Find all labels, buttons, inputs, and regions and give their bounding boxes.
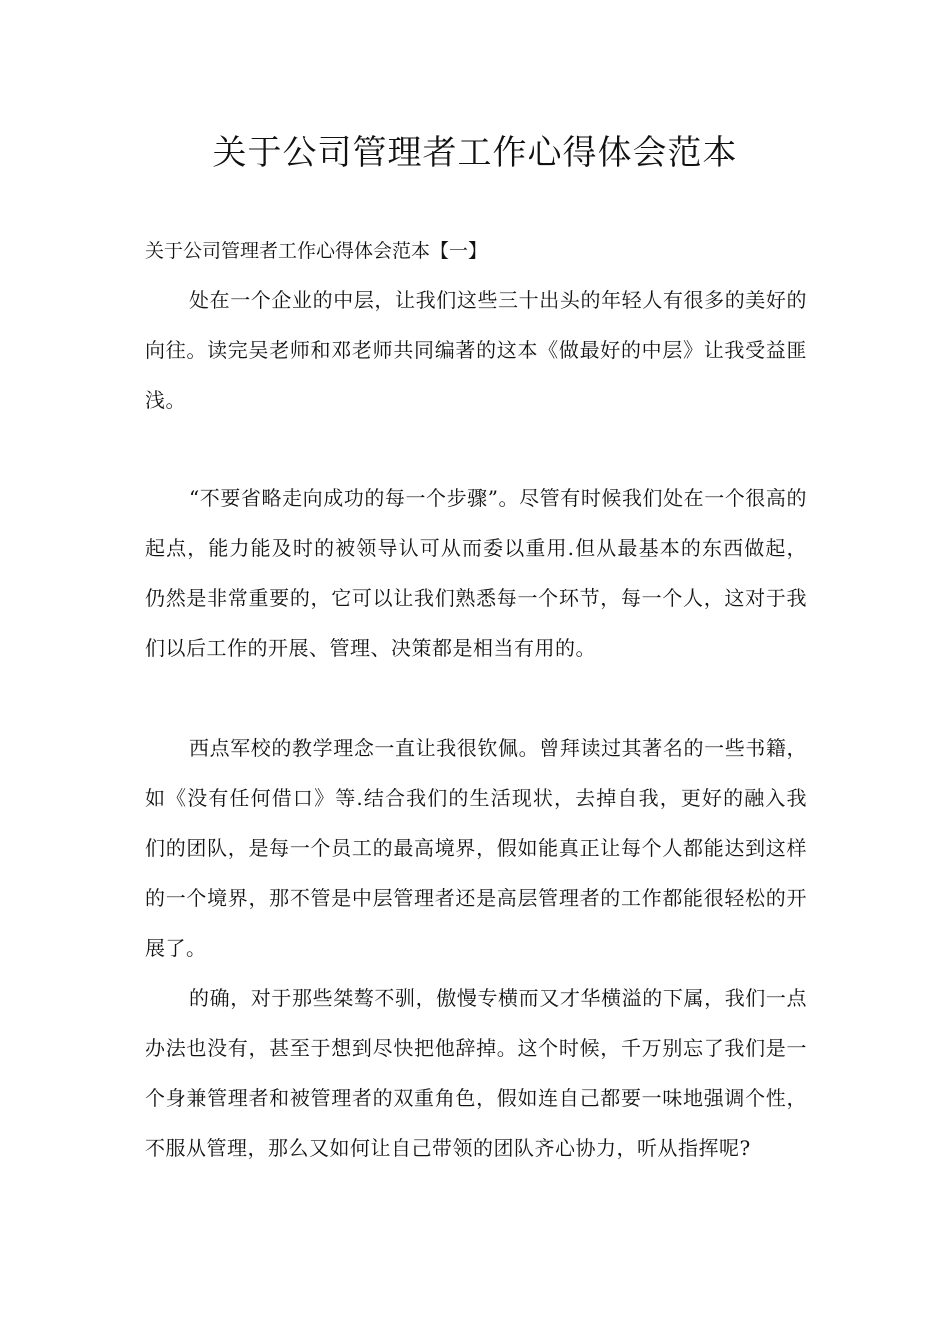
paragraph-4: 的确，对于那些桀骜不驯，傲慢专横而又才华横溢的下属，我们一点办法也没有，甚至于想到尽快把他辞掉。这个时候，千万别忘了我们是一个身兼管理者和被管理者的双重角色，假如连自己都要一味地强调个性，不服从管理，那么又如何让自己带领的团队齐心协力，听从指挥呢? bbox=[145, 986, 807, 1160]
paragraph-1: 处在一个企业的中层，让我们这些三十出头的年轻人有很多的美好的向往。读完吴老师和邓老师共同编著的这本《做最好的中层》让我受益匪浅。 bbox=[145, 288, 807, 412]
paragraph-3: 西点军校的教学理念一直让我很钦佩。曾拜读过其著名的一些书籍，如《没有任何借口》等.结合我们的生活现状，去掉自我，更好的融入我们的团队，是每一个员工的最高境界，假如能真正让每个人都能达到这样的一个境界，那不管是中层管理者还是高层管理者的工作都能很轻松的开展了。 bbox=[145, 736, 807, 960]
paragraph-2: “不要省略走向成功的每一个步骤”。尽管有时候我们处在一个很高的起点，能力能及时的被领导认可从而委以重用.但从最基本的东西做起，仍然是非常重要的，它可以让我们熟悉每一个环节，每一个人，这对于我们以后工作的开展、管理、决策都是相当有用的。 bbox=[145, 486, 807, 660]
document-title: 关于公司管理者工作心得体会范本 bbox=[212, 133, 738, 173]
section-heading: 关于公司管理者工作心得体会范本【一】 bbox=[145, 240, 488, 262]
